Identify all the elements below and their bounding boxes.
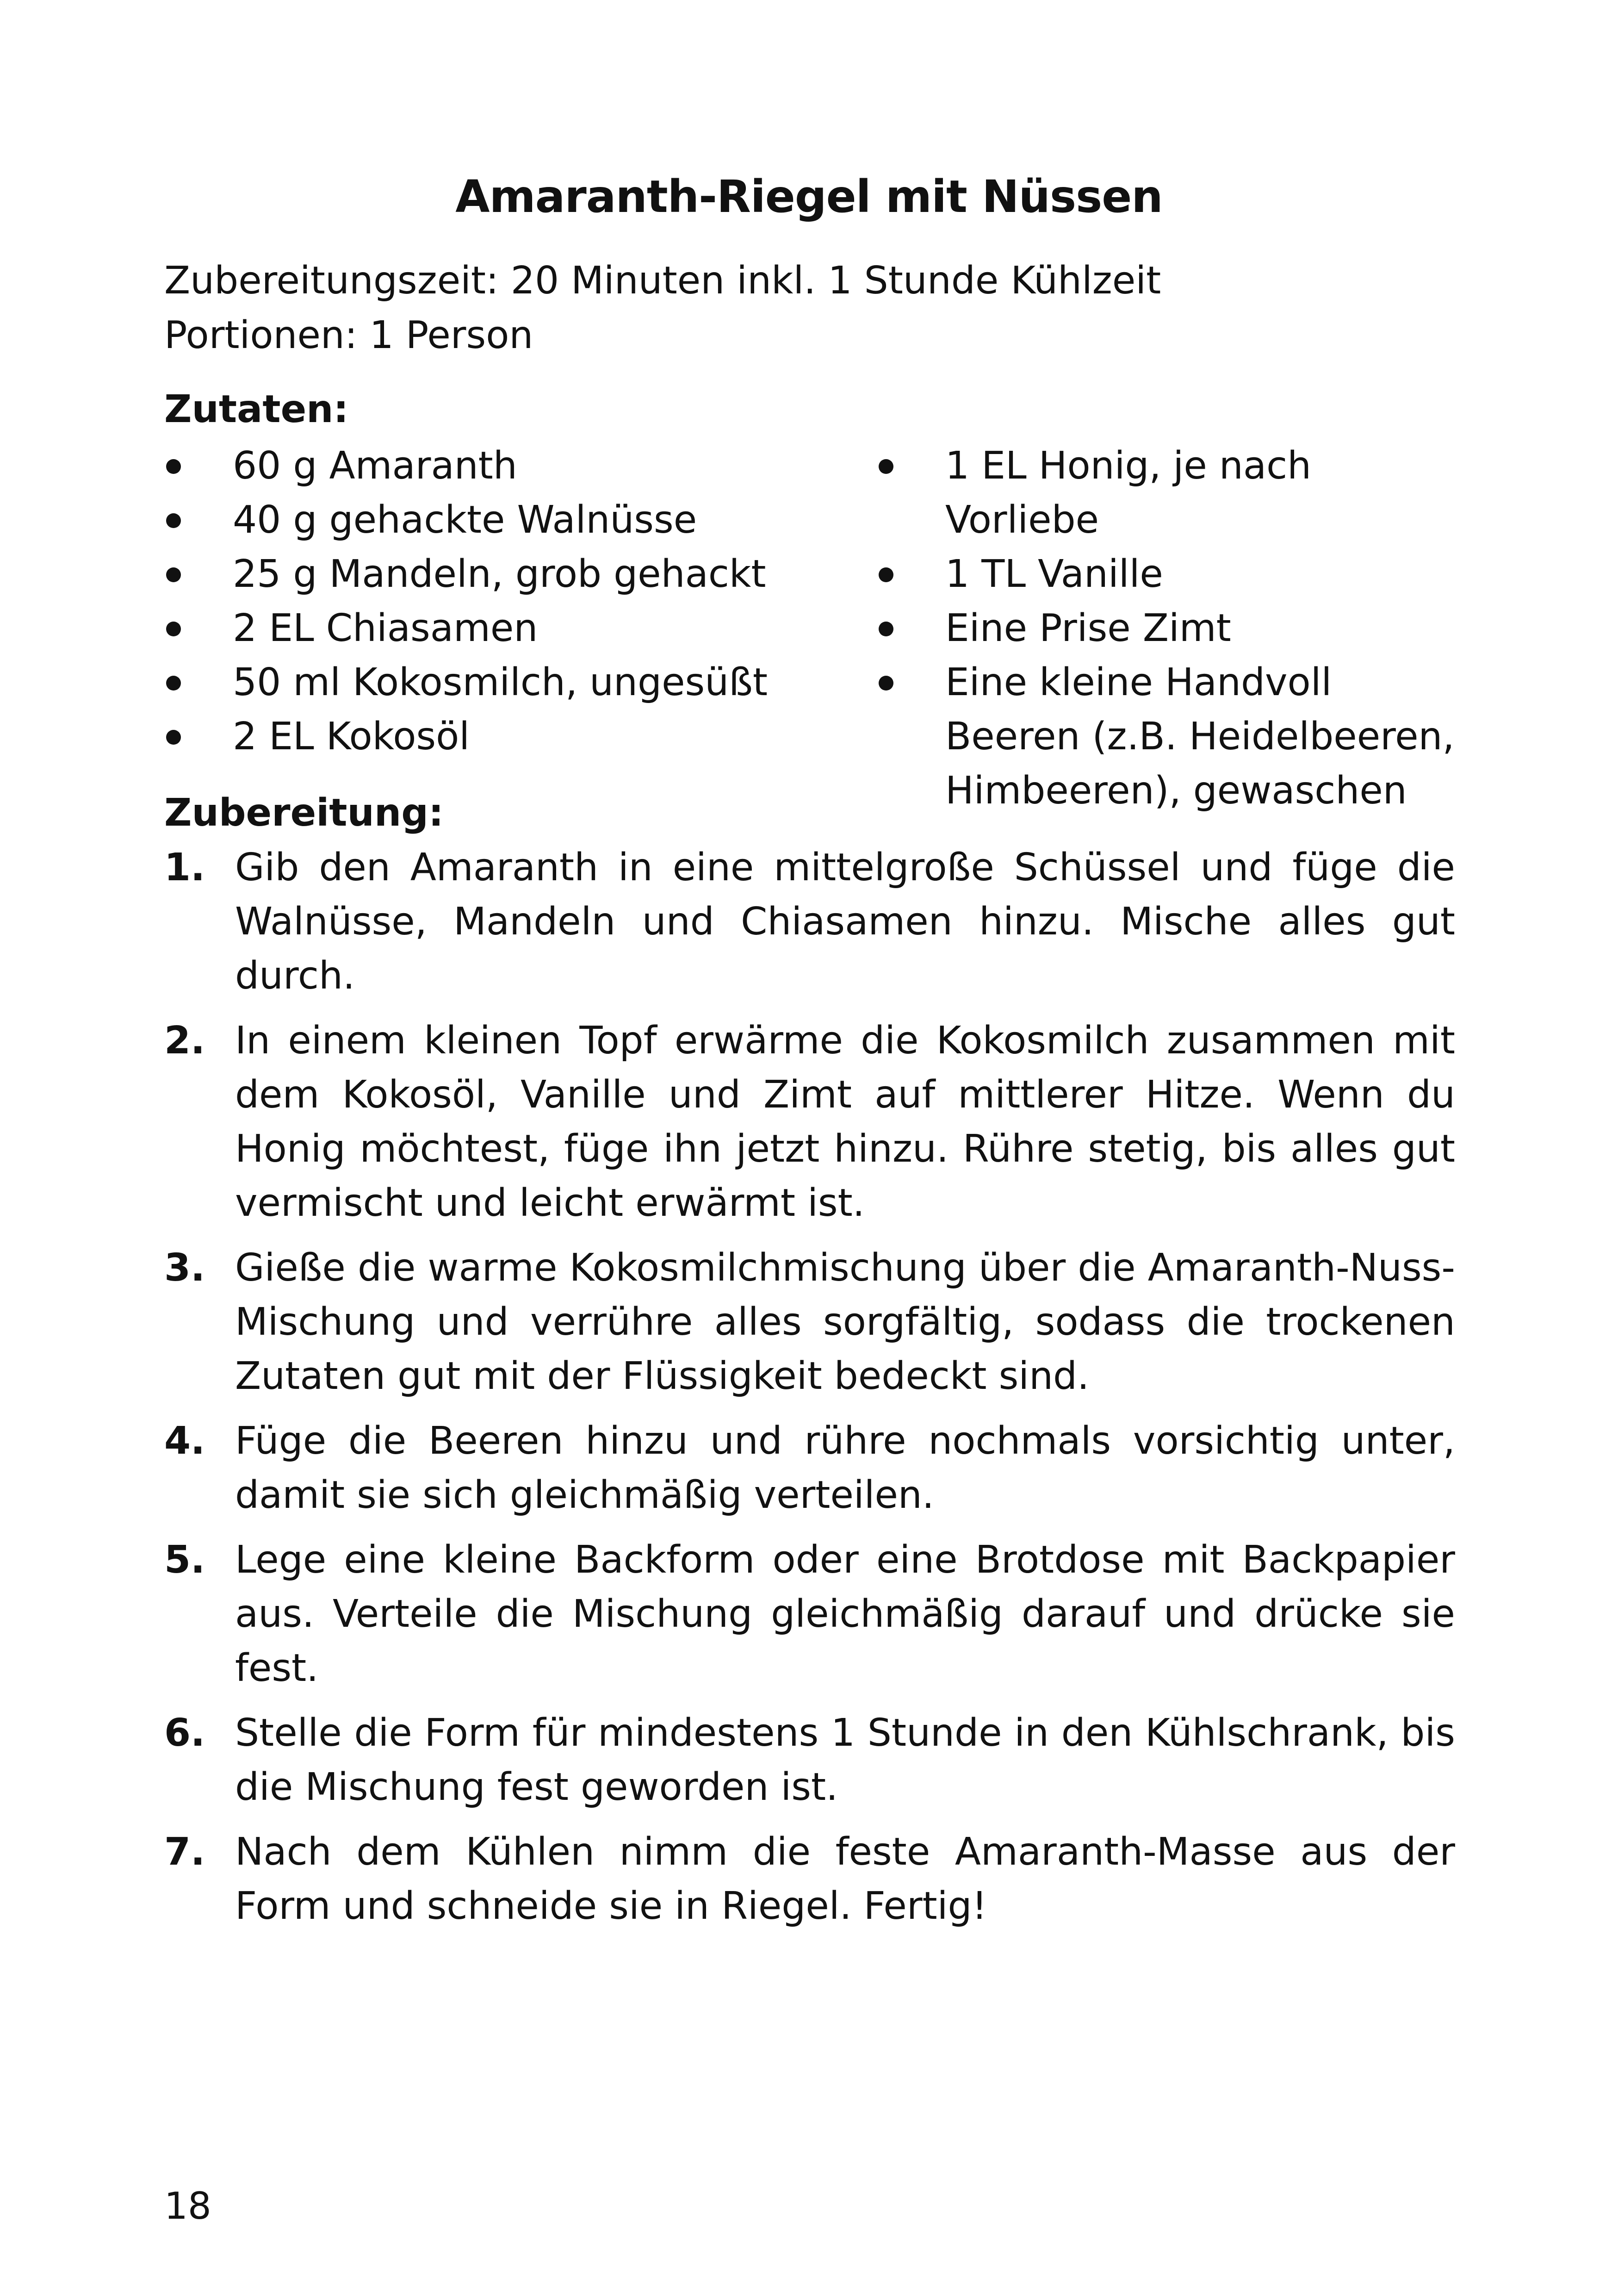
ingredient-text: 25 g Mandeln, grob gehackt	[233, 552, 766, 596]
step-number: 3.	[164, 1246, 205, 1290]
ingredient-text: 1 TL Vanille	[945, 552, 1163, 596]
ingredients-list-left	[164, 439, 766, 764]
preparation-heading: Zubereitung:	[164, 791, 444, 835]
bullet-icon	[166, 567, 181, 582]
step-number: 5.	[164, 1538, 205, 1582]
ingredient-text: 1 EL Honig, je nach Vorliebe	[945, 444, 1312, 542]
step-number: 1.	[164, 846, 205, 890]
step-item	[164, 1533, 1455, 1695]
step-item	[164, 840, 1455, 1003]
step-number: 6.	[164, 1711, 205, 1755]
ingredient-text: 60 g Amaranth	[233, 444, 517, 488]
bullet-icon	[879, 622, 893, 636]
preparation-steps	[164, 840, 1455, 1944]
ingredient-item	[877, 601, 1460, 655]
bullet-icon	[879, 567, 893, 582]
step-text: Stelle die Form für mindestens 1 Stunde in den Kühlschrank, bis die Mischung fest geworden ist.	[235, 1711, 1455, 1809]
ingredients-list-right	[877, 439, 1460, 818]
recipe-meta	[164, 254, 1161, 363]
bullet-icon	[879, 676, 893, 691]
bullet-icon	[166, 513, 181, 528]
prep-time: Zubereitungszeit: 20 Minuten inkl. 1 Stunde Kühlzeit	[164, 259, 1161, 303]
ingredient-item	[164, 439, 766, 493]
ingredient-item	[164, 547, 766, 601]
ingredient-text: 50 ml Kokosmilch, ungesüßt	[233, 660, 768, 704]
step-item	[164, 1825, 1455, 1933]
ingredients-heading: Zutaten:	[164, 387, 349, 431]
ingredient-item	[877, 439, 1460, 547]
bullet-icon	[166, 730, 181, 745]
ingredient-text: Eine kleine Handvoll Beeren (z.B. Heidelbeeren, Himbeeren), gewaschen	[945, 660, 1455, 813]
ingredient-item	[164, 601, 766, 655]
ingredient-text: 40 g gehackte Walnüsse	[233, 498, 697, 542]
ingredient-text: 2 EL Kokosöl	[233, 715, 470, 759]
step-item	[164, 1241, 1455, 1403]
recipe-title: Amaranth-Riegel mit Nüssen	[455, 171, 1163, 223]
ingredient-item	[877, 547, 1460, 601]
portions: Portionen: 1 Person	[164, 313, 533, 357]
ingredient-item	[164, 655, 766, 709]
step-text: In einem kleinen Topf erwärme die Kokosmilch zusammen mit dem Kokosöl, Vanille und Zimt auf mittlerer Hitze. Wenn du Honig möchtest, füge ihn jetzt hinzu. Rühre stetig, bis alles gut vermischt und leicht erwärmt ist.	[235, 1019, 1455, 1225]
step-text: Gieße die warme Kokosmilchmischung über die Amaranth-Nuss-Mischung und verrühre alles sorgfältig, sodass die trockenen Zutaten gut mit der Flüssigkeit bedeckt sind.	[235, 1246, 1455, 1398]
step-text: Gib den Amaranth in eine mittelgroße Schüssel und füge die Walnüsse, Mandeln und Chiasamen hinzu. Mische alles gut durch.	[235, 846, 1455, 998]
bullet-icon	[879, 459, 893, 474]
step-text: Nach dem Kühlen nimm die feste Amaranth-Masse aus der Form und schneide sie in Riegel. Fertig!	[235, 1830, 1455, 1928]
step-item	[164, 1706, 1455, 1814]
bullet-icon	[166, 676, 181, 691]
step-text: Füge die Beeren hinzu und rühre nochmals vorsichtig unter, damit sie sich gleichmäßig verteilen.	[235, 1419, 1455, 1517]
step-number: 4.	[164, 1419, 205, 1463]
step-item	[164, 1414, 1455, 1522]
ingredient-item	[164, 493, 766, 547]
ingredient-item	[164, 709, 766, 764]
step-text: Lege eine kleine Backform oder eine Brotdose mit Backpapier aus. Verteile die Mischung gleichmäßig darauf und drücke sie fest.	[235, 1538, 1455, 1690]
ingredient-item	[877, 655, 1460, 818]
bullet-icon	[166, 459, 181, 474]
ingredient-text: 2 EL Chiasamen	[233, 606, 538, 650]
page-number: 18	[164, 2184, 211, 2228]
step-number: 2.	[164, 1019, 205, 1063]
bullet-icon	[166, 622, 181, 636]
step-item	[164, 1014, 1455, 1230]
step-number: 7.	[164, 1830, 205, 1874]
ingredient-text: Eine Prise Zimt	[945, 606, 1231, 650]
